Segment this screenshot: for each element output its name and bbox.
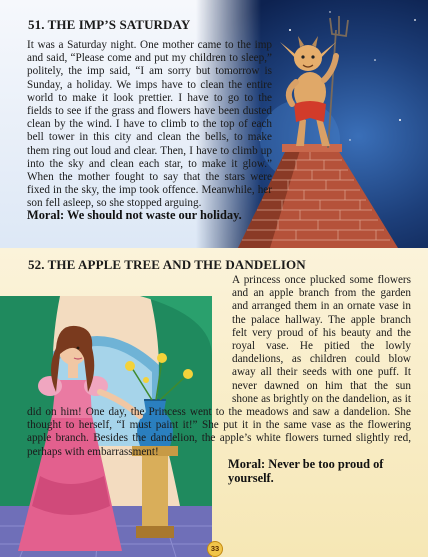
story-52-moral: Moral: Never be too proud of yourself.	[228, 457, 384, 485]
page-number-badge: 33	[207, 541, 223, 557]
story-52-title: 52. THE APPLE TREE AND THE DANDELION	[28, 257, 306, 272]
story-51-panel	[0, 0, 428, 248]
illustration-text-wrap-space	[27, 300, 232, 405]
story-51-moral: Moral: We should not waste our holiday.	[27, 208, 242, 222]
story-51-title: 51. THE IMP’S SATURDAY	[28, 17, 191, 32]
story-51-body: It was a Saturday night. One mother came to the imp and said, “Please come and put my children to sleep,” politely, the imp said, “I am sorry but tomorrow is Sunday, a holiday. We imps have to clean the entire world to make it look prettier. I have to go to the fields to see if the grass and flowers have been dusted clean by the wind. I have to climb to the top of each bell tower in this city and clean the bells, to make them ring out loud and clear. Then, I have to climb up into the sky and clean each star, to make it glow.” When the mother fought to say that the stars were fixed in the sky, the imp took offence. Meanwhile, her son fell asleep, so she stopped arguing.	[27, 39, 272, 210]
story-52-body: A princess once plucked some flowers and an apple branch from the garden and arranged them in an ornate vase in the palace hallway. The apple branch felt very proud of his beauty and the royal vase. He pitied the lowly dandelions, as children could blow away all their seeds with one puff. It never dawned on him that the sun shone as brightly on the dandelion, as it did on him! One day, the Princess went to the meadows and saw a dandelion. She thought to herself, “I must paint it!” She put it in the same vase as the flowering apple branch. Besides the dandelion, the apple’s white flowers turned slightly red, perhaps with embarrassment!	[27, 274, 411, 458]
story-52-panel	[0, 248, 428, 557]
